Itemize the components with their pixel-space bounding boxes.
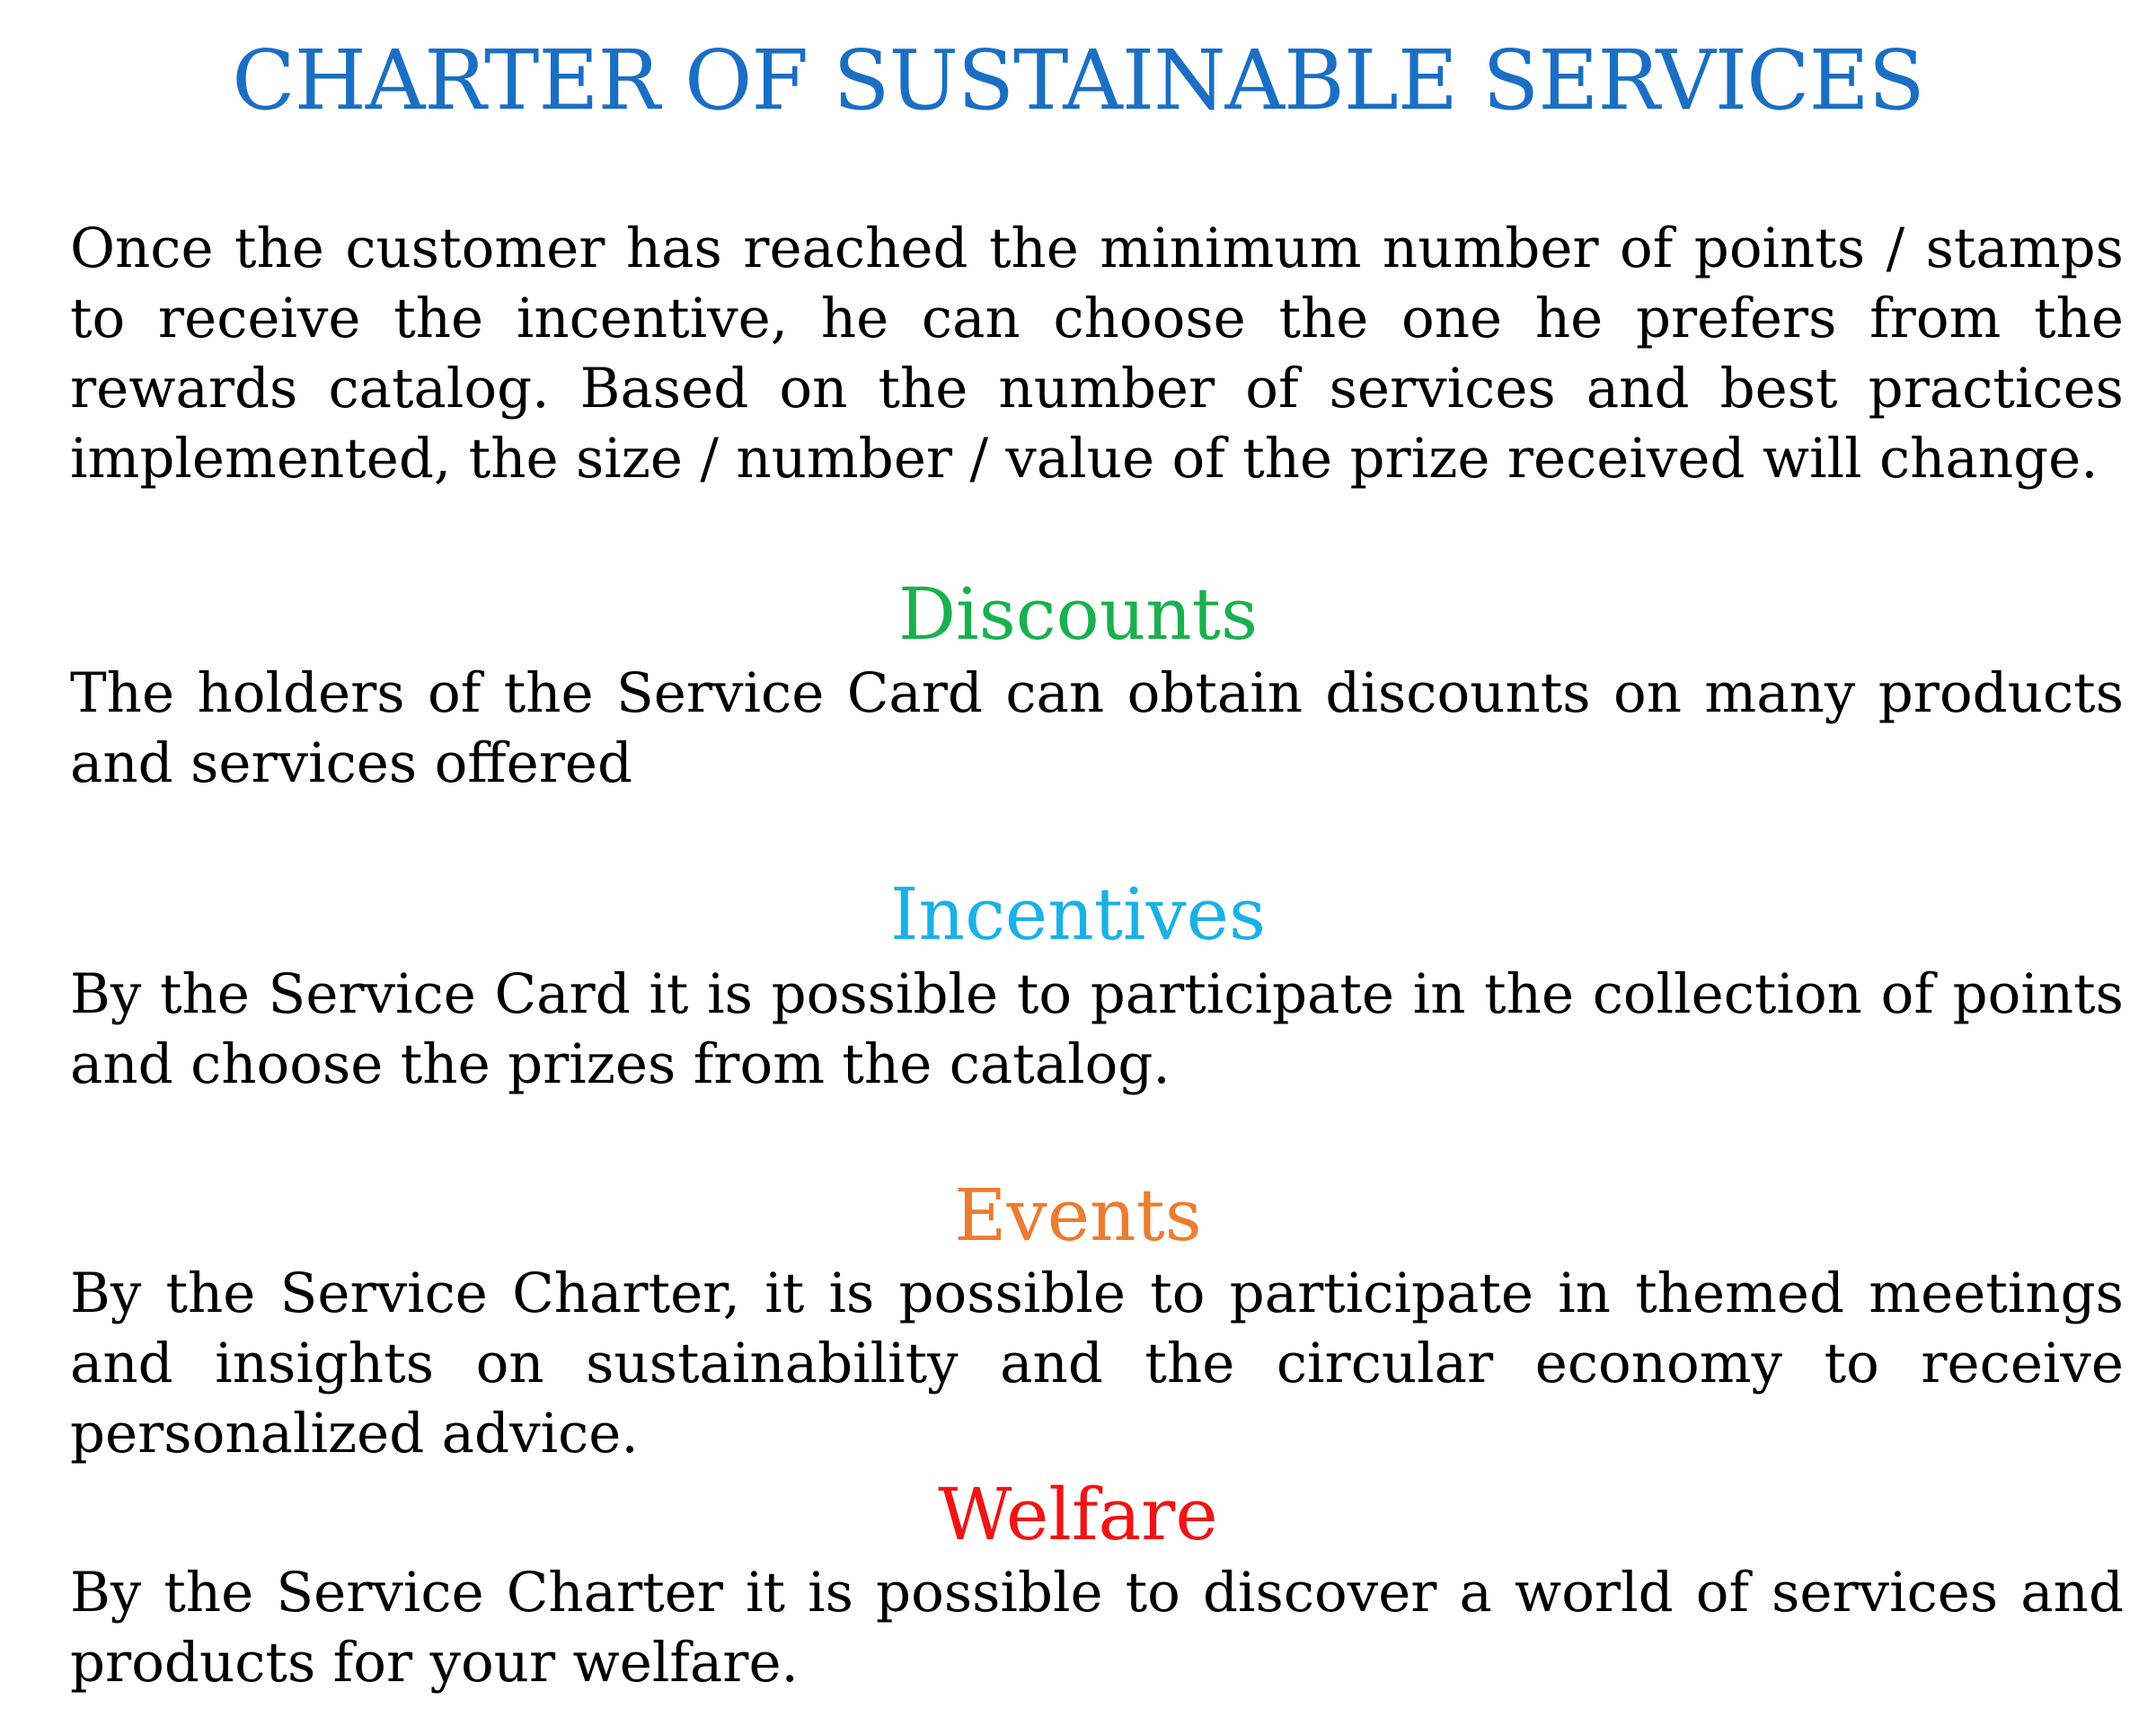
intro-paragraph: Once the customer has reached the minimum number of points / stamps to receive the incentive, he can choose the one he prefers from the rewards catalog. Based on the number of services and best practices implemented, the size / number / value of the prize received will change. <box>70 217 2124 491</box>
document-page <box>70 0 2124 1709</box>
section-body-welfare: By the Service Charter it is possible to discover a world of services and products for your welfare. <box>70 1561 2124 1695</box>
document-title: CHARTER OF SUSTAINABLE SERVICES <box>232 32 1924 128</box>
section-heading-incentives: Incentives <box>889 872 1267 956</box>
section-body-discounts: The holders of the Service Card can obtain discounts on many products and services offered <box>70 661 2124 795</box>
section-body-incentives: By the Service Card it is possible to participate in the collection of points and choose the prizes from the catalog. <box>70 962 2124 1096</box>
section-heading-welfare: Welfare <box>938 1473 1218 1556</box>
section-body-events: By the Service Charter, it is possible to participate in themed meetings and insights on sustainability and the circular economy to receive personalized advice. <box>70 1262 2124 1465</box>
section-heading-discounts: Discounts <box>898 572 1258 656</box>
section-heading-events: Events <box>954 1173 1202 1257</box>
